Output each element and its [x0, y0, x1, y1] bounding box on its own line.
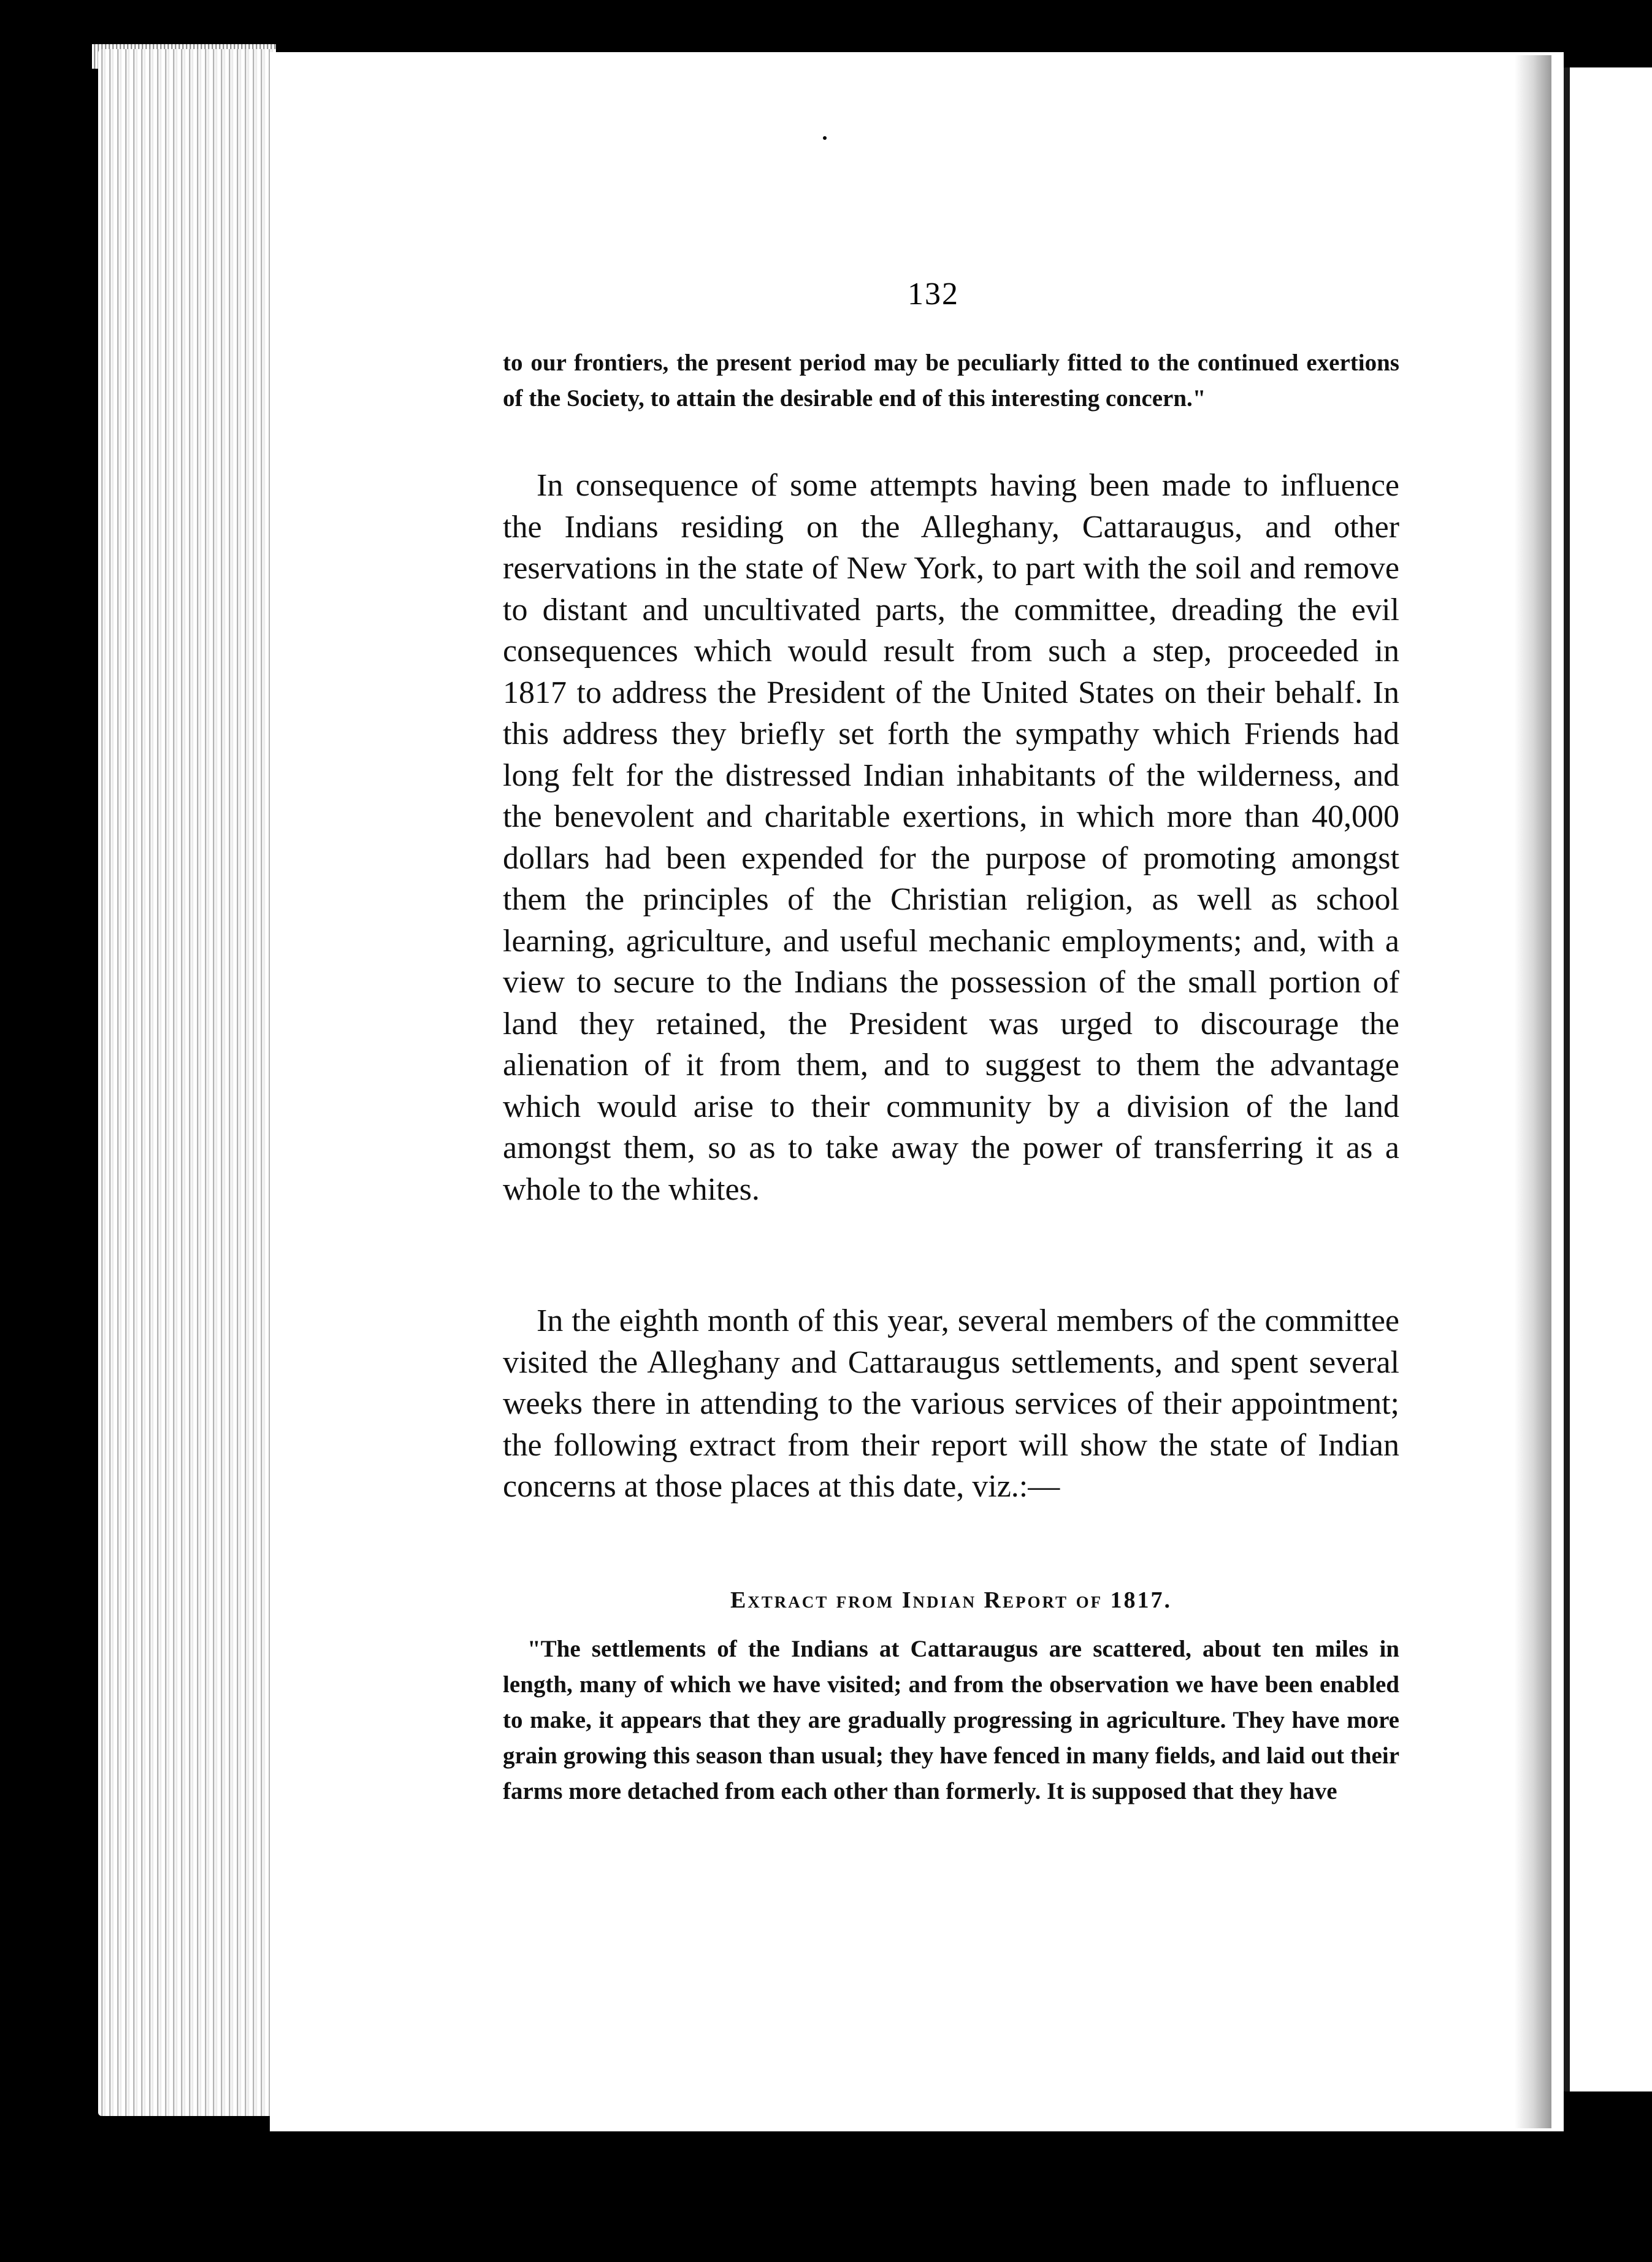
ink-speck	[61, 1282, 64, 1306]
page-number: 132	[908, 277, 959, 312]
quoted-report-paragraph: "The settlements of the Indians at Cattaraugus are scattered, about ten miles in length, many of which we have visited; and from the observation we have been enabled to make, it appears that they are gradually progressing in agriculture. They have more grain growing this season than usual; they have fenced in many fields, and laid out their farms more detached from each other than formerly. It is supposed that they have	[503, 1636, 1399, 1804]
body-paragraph-2: In the eighth month of this year, several members of the committee visited the Alleghany and Cattaraugus settlements, and spent several weeks there in attending to the various services of their appointment; the following extract from their report will show the state of Indian concerns at those places at this date, viz.:—	[503, 1303, 1399, 1504]
intro-paragraph: to our frontiers, the present period may be peculiarly fitted to the continued exertions of the Society, to attain the desirable end of this interesting concern."	[503, 350, 1399, 412]
ink-speck	[823, 136, 827, 140]
facing-page-strip	[1564, 67, 1652, 2091]
book-page-edges	[98, 49, 276, 2116]
ink-speck	[28, 1331, 33, 1349]
gutter-shadow	[1515, 55, 1551, 2128]
section-heading: Extract from Indian Report of 1817.	[730, 1587, 1172, 1613]
body-paragraph-1: In consequence of some attempts having been made to influence the Indians residing on the Alleghany, Cattaraugus, and other reservations in the state of New York, to part with the soil and remove to distant and uncultivated parts, the committee, dreading the evil consequences which would result from such a step, proceeded in 1817 to address the President of the United States on their behalf. In this address they briefly set forth the sympathy which Friends had long felt for the distressed Indian inhabitants of the wilderness, and the benevolent and charitable exertions, in which more than 40,000 dollars had been expended for the purpose of promoting amongst them the principles of the Christian religion, as well as school learning, agriculture, and useful mechanic employments; and, with a view to secure to the Indians the possession of the small portion of land they retained, the President was urged to discourage the alienation of it from them, and to suggest to them the advantage which would arise to their community by a division of the land amongst them, so as to take away the power of transferring it as a whole to the whites.	[503, 468, 1399, 1207]
